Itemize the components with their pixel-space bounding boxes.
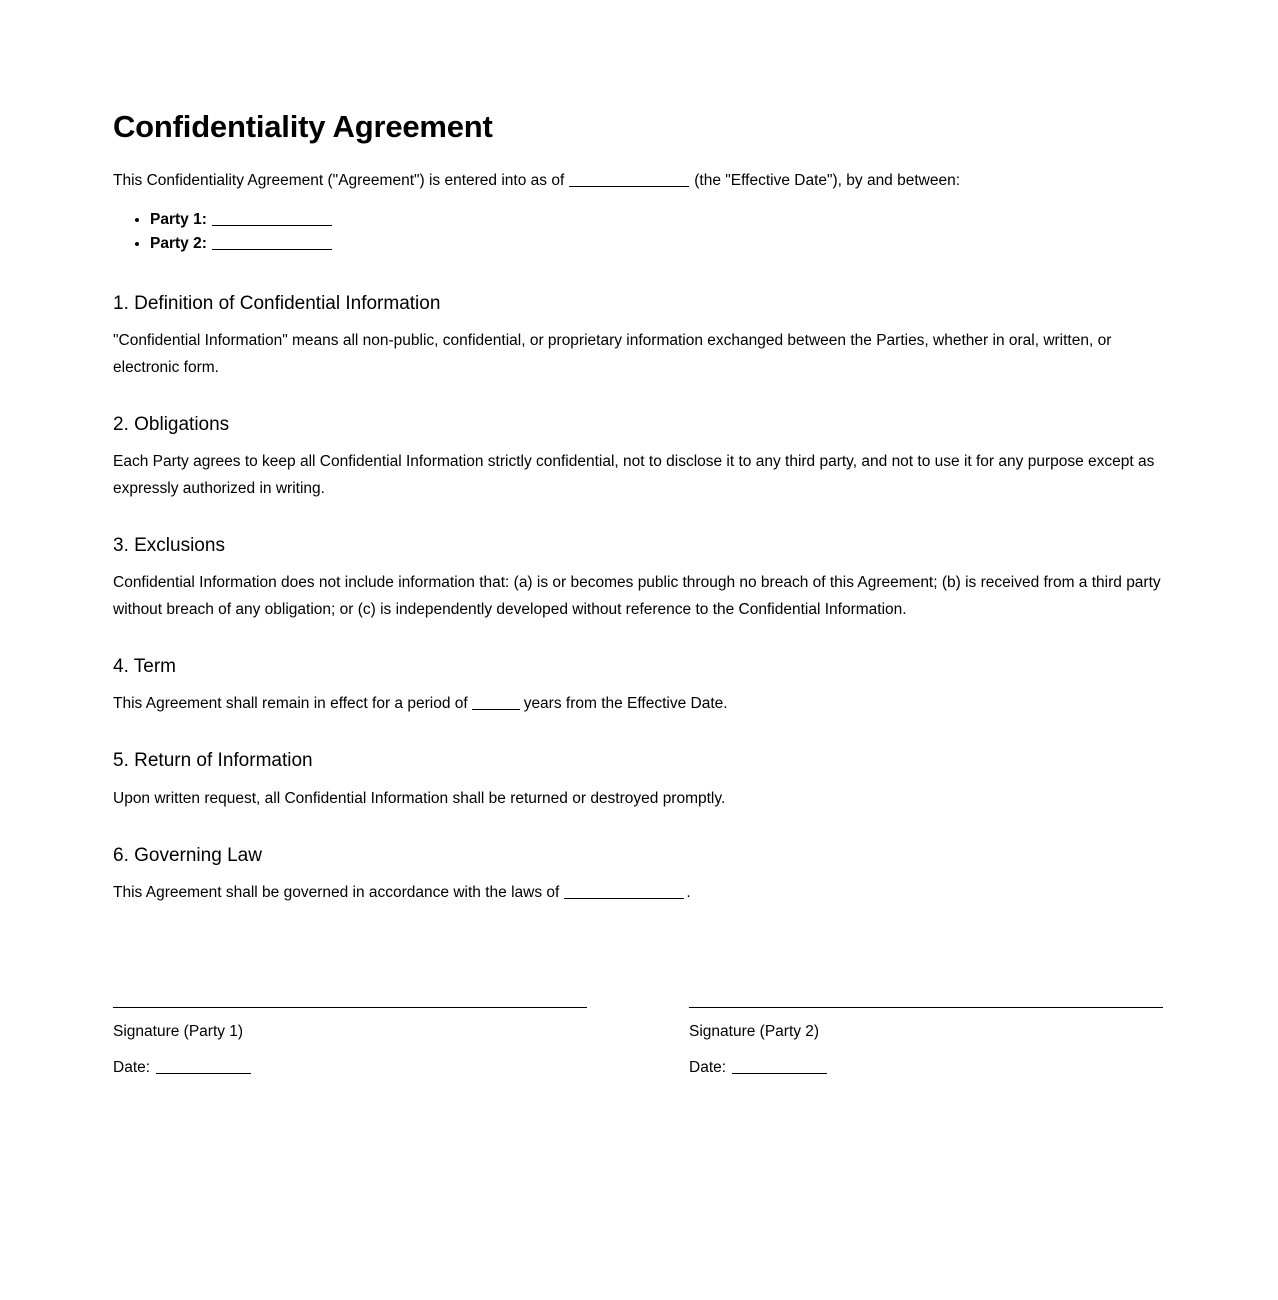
signature-caption-party-2: Signature (Party 2) xyxy=(689,1022,820,1040)
section-term xyxy=(113,655,1163,718)
section-6-heading: 6. Governing Law xyxy=(113,844,262,866)
section-governing-law xyxy=(113,844,1163,907)
section-5-body: Upon written request, all Confidential Information shall be returned or destroyed promptly. xyxy=(113,789,726,807)
section-4-heading: 4. Term xyxy=(113,655,177,677)
governing-law-blank[interactable] xyxy=(564,884,684,900)
party-2-label: Party 2: xyxy=(150,234,207,252)
signature-line-party-1[interactable] xyxy=(113,1007,587,1008)
signature-line-party-2[interactable] xyxy=(689,1007,1163,1008)
date-blank-party-1[interactable] xyxy=(156,1058,251,1074)
party-1-blank[interactable] xyxy=(212,211,332,227)
section-5-heading: 5. Return of Information xyxy=(113,750,313,772)
signature-block xyxy=(113,1007,1163,1080)
date-label-party-1: Date: xyxy=(113,1059,151,1077)
section-obligations xyxy=(113,413,1163,503)
list-item xyxy=(150,208,1163,232)
document-body xyxy=(113,0,1163,1079)
section-2-body: Each Party agrees to keep all Confidential Information strictly confidential, not to disclose it to any third party, and not to use it for any purpose except as expressly authorized in writing. xyxy=(113,453,1155,497)
party-2-blank[interactable] xyxy=(212,234,332,250)
intro-text-before: This Confidentiality Agreement ("Agreement") is entered into as of xyxy=(113,172,565,190)
section-6-body xyxy=(113,880,1161,907)
signature-date-party-1 xyxy=(113,1056,587,1079)
section-3-body: Confidential Information does not include information that: (a) is or becomes public through no breach of this Agreement; (b) is received from a third party without breach of any obligation; or (c) is independently developed without reference to the Confidential Information. xyxy=(113,574,1161,619)
section-2-heading: 2. Obligations xyxy=(113,413,230,435)
section-1-heading: 1. Definition of Confidential Information xyxy=(113,292,441,314)
section-3-heading: 3. Exclusions xyxy=(113,534,225,556)
term-text-after: years from the Effective Date. xyxy=(523,695,728,713)
page-title: Confidentiality Agreement xyxy=(113,109,493,144)
date-blank-party-2[interactable] xyxy=(732,1058,827,1074)
intro-paragraph xyxy=(113,145,1163,192)
governing-law-text-before: This Agreement shall be governed in accordance with the laws of xyxy=(113,884,560,902)
section-definition xyxy=(113,292,1163,382)
party-1-label: Party 1: xyxy=(150,211,207,229)
section-1-body: "Confidential Information" means all non-public, confidential, or proprietary information exchanged between the Parties, whether in oral, written, or electronic form. xyxy=(113,332,1112,376)
section-4-body xyxy=(113,691,1161,718)
intro-text-after: (the "Effective Date"), by and between: xyxy=(694,172,961,190)
term-text-before: This Agreement shall remain in effect for a period of xyxy=(113,695,468,713)
signature-date-party-2 xyxy=(689,1056,1163,1079)
governing-law-text-after: . xyxy=(686,884,691,902)
section-return-of-information xyxy=(113,749,1163,812)
parties-list xyxy=(113,208,1163,255)
signature-caption-party-1: Signature (Party 1) xyxy=(113,1022,244,1040)
section-exclusions xyxy=(113,534,1163,624)
effective-date-blank[interactable] xyxy=(569,171,689,187)
signature-column-party-1 xyxy=(113,1007,587,1080)
term-years-blank[interactable] xyxy=(472,695,520,711)
signature-column-party-2 xyxy=(689,1007,1163,1080)
list-item xyxy=(150,232,1163,256)
date-label-party-2: Date: xyxy=(689,1059,727,1077)
